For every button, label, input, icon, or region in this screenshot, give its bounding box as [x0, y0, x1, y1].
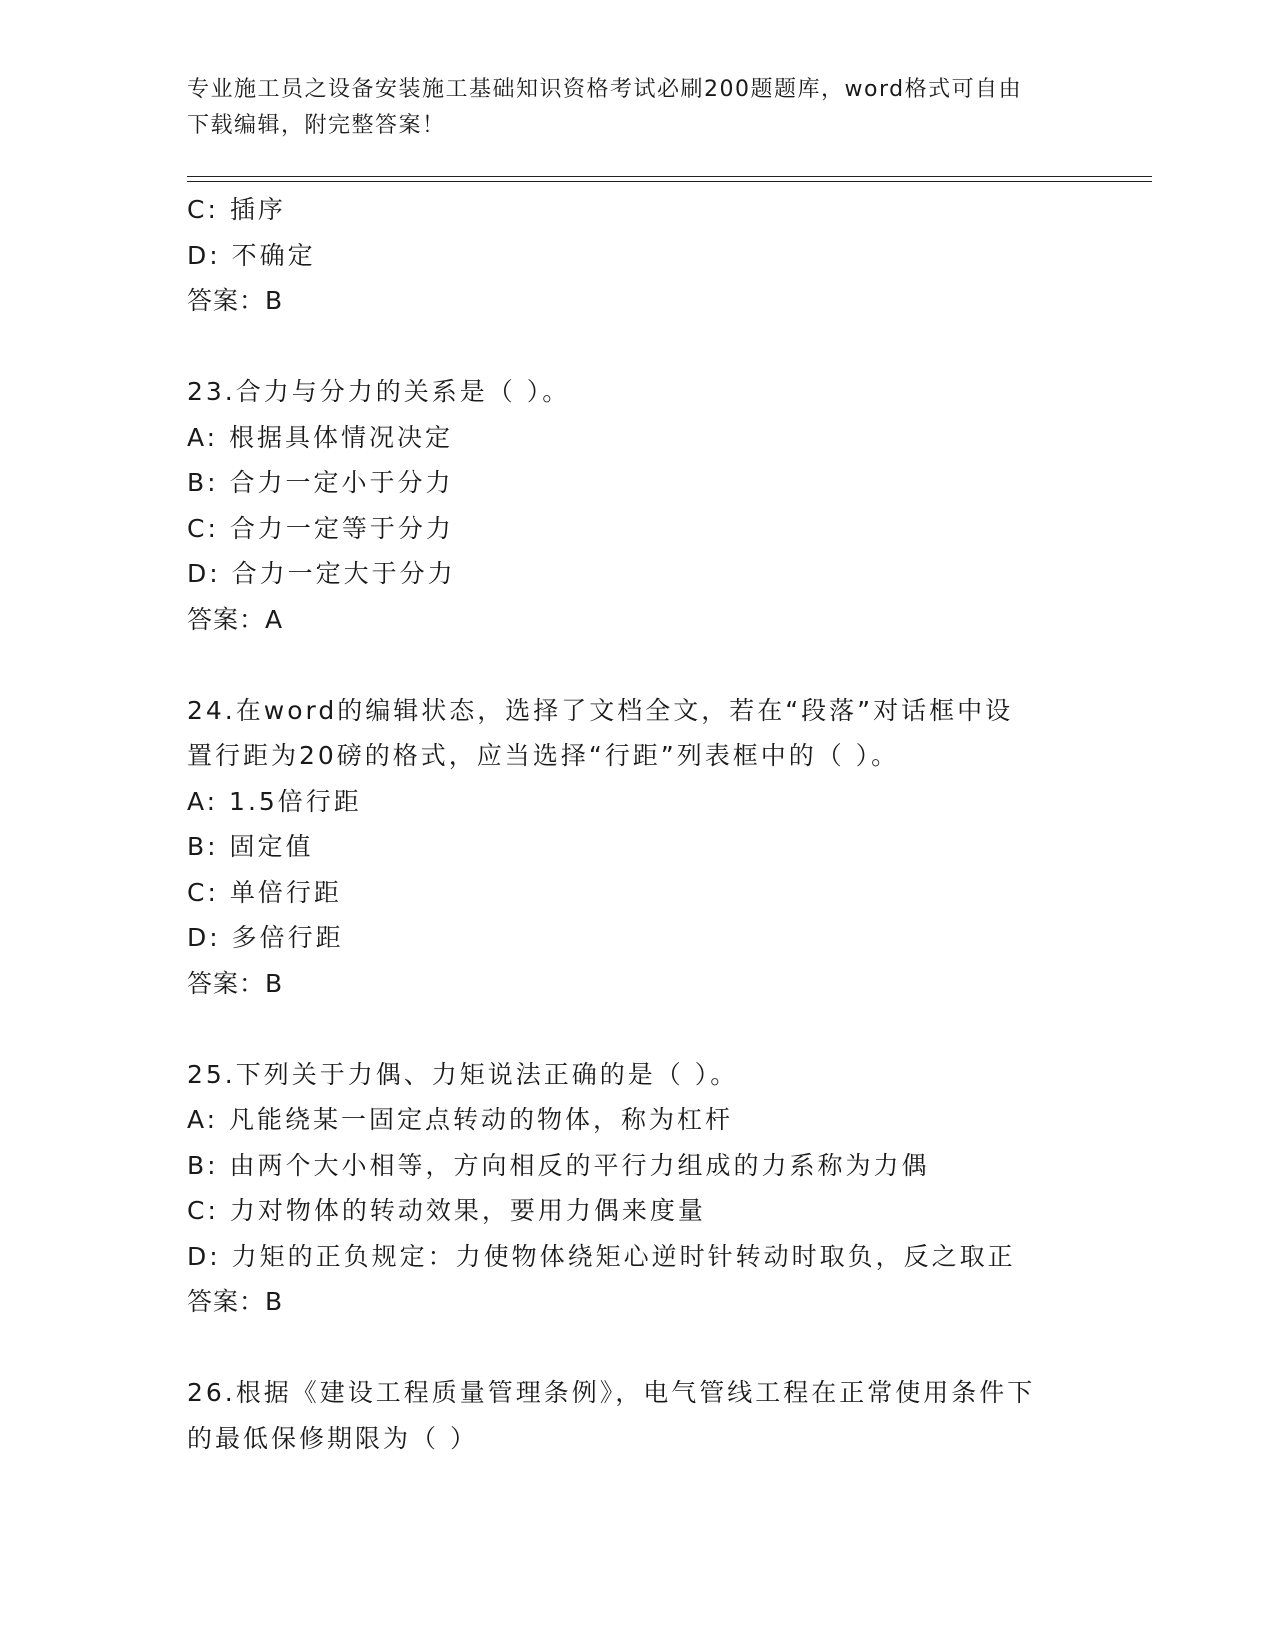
- question-text: 25.下列关于力偶、力矩说法正确的是（ ）。: [187, 1059, 739, 1089]
- spacer: [187, 642, 1087, 688]
- question-22-tail: [187, 187, 1087, 324]
- question-text-line-2: 的最低保修期限为（ ）: [187, 1423, 478, 1453]
- question-text: 23.合力与分力的关系是（ ）。: [187, 377, 571, 406]
- option-c: C: 力对物体的转动效果，要用力偶来度量: [187, 1196, 706, 1225]
- question-text-line-1: 26.根据《建设工程质量管理条例》，电气管线工程在正常使用条件下: [187, 1378, 1036, 1407]
- option-a: A: 1.5倍行距: [187, 786, 362, 816]
- option-c: C: 合力一定等于分力: [187, 513, 454, 543]
- spacer: [187, 324, 1087, 370]
- answer-label: 答案：B: [187, 1287, 284, 1316]
- option-a: A: 凡能绕某一固定点转动的物体，称为杠杆: [187, 1105, 734, 1134]
- spacer: [187, 1325, 1087, 1371]
- question-text-line-1: 24.在word的编辑状态，选择了文档全文，若在“段落”对话框中设: [187, 695, 1014, 725]
- option-d: D: 合力一定大于分力: [187, 559, 456, 588]
- answer-label: 答案：A: [187, 604, 284, 634]
- answer-label: 答案：B: [187, 286, 284, 315]
- question-26: [187, 1370, 1087, 1461]
- question-content: [187, 187, 1087, 1461]
- header-divider-bottom: [187, 181, 1152, 182]
- option-a: A: 根据具体情况决定: [187, 422, 454, 452]
- header-title-line-2: 下载编辑，附完整答案！: [187, 113, 446, 138]
- option-b: B: 合力一定小于分力: [187, 468, 454, 497]
- option-c: C: 单倍行距: [187, 877, 342, 907]
- header-title-line-1: 专业施工员之设备安装施工基础知识资格考试必刷200题题库，word格式可自由: [187, 77, 1023, 102]
- option-c: C: 插序: [187, 195, 286, 224]
- option-d: D: 多倍行距: [187, 923, 344, 952]
- question-24: [187, 688, 1087, 1007]
- question-23: [187, 369, 1087, 642]
- answer-label: 答案：B: [187, 968, 284, 998]
- option-b: B: 固定值: [187, 832, 314, 861]
- option-d: D: 不确定: [187, 240, 316, 270]
- spacer: [187, 1006, 1087, 1052]
- option-d: D: 力矩的正负规定：力使物体绕矩心逆时针转动时取负，反之取正: [187, 1241, 1016, 1271]
- question-text-line-2: 置行距为20磅的格式，应当选择“行距”列表框中的（ ）。: [187, 741, 900, 770]
- question-25: [187, 1052, 1087, 1325]
- header-divider-top: [187, 176, 1152, 177]
- option-b: B: 由两个大小相等，方向相反的平行力组成的力系称为力偶: [187, 1150, 930, 1180]
- document-header: [187, 72, 1067, 144]
